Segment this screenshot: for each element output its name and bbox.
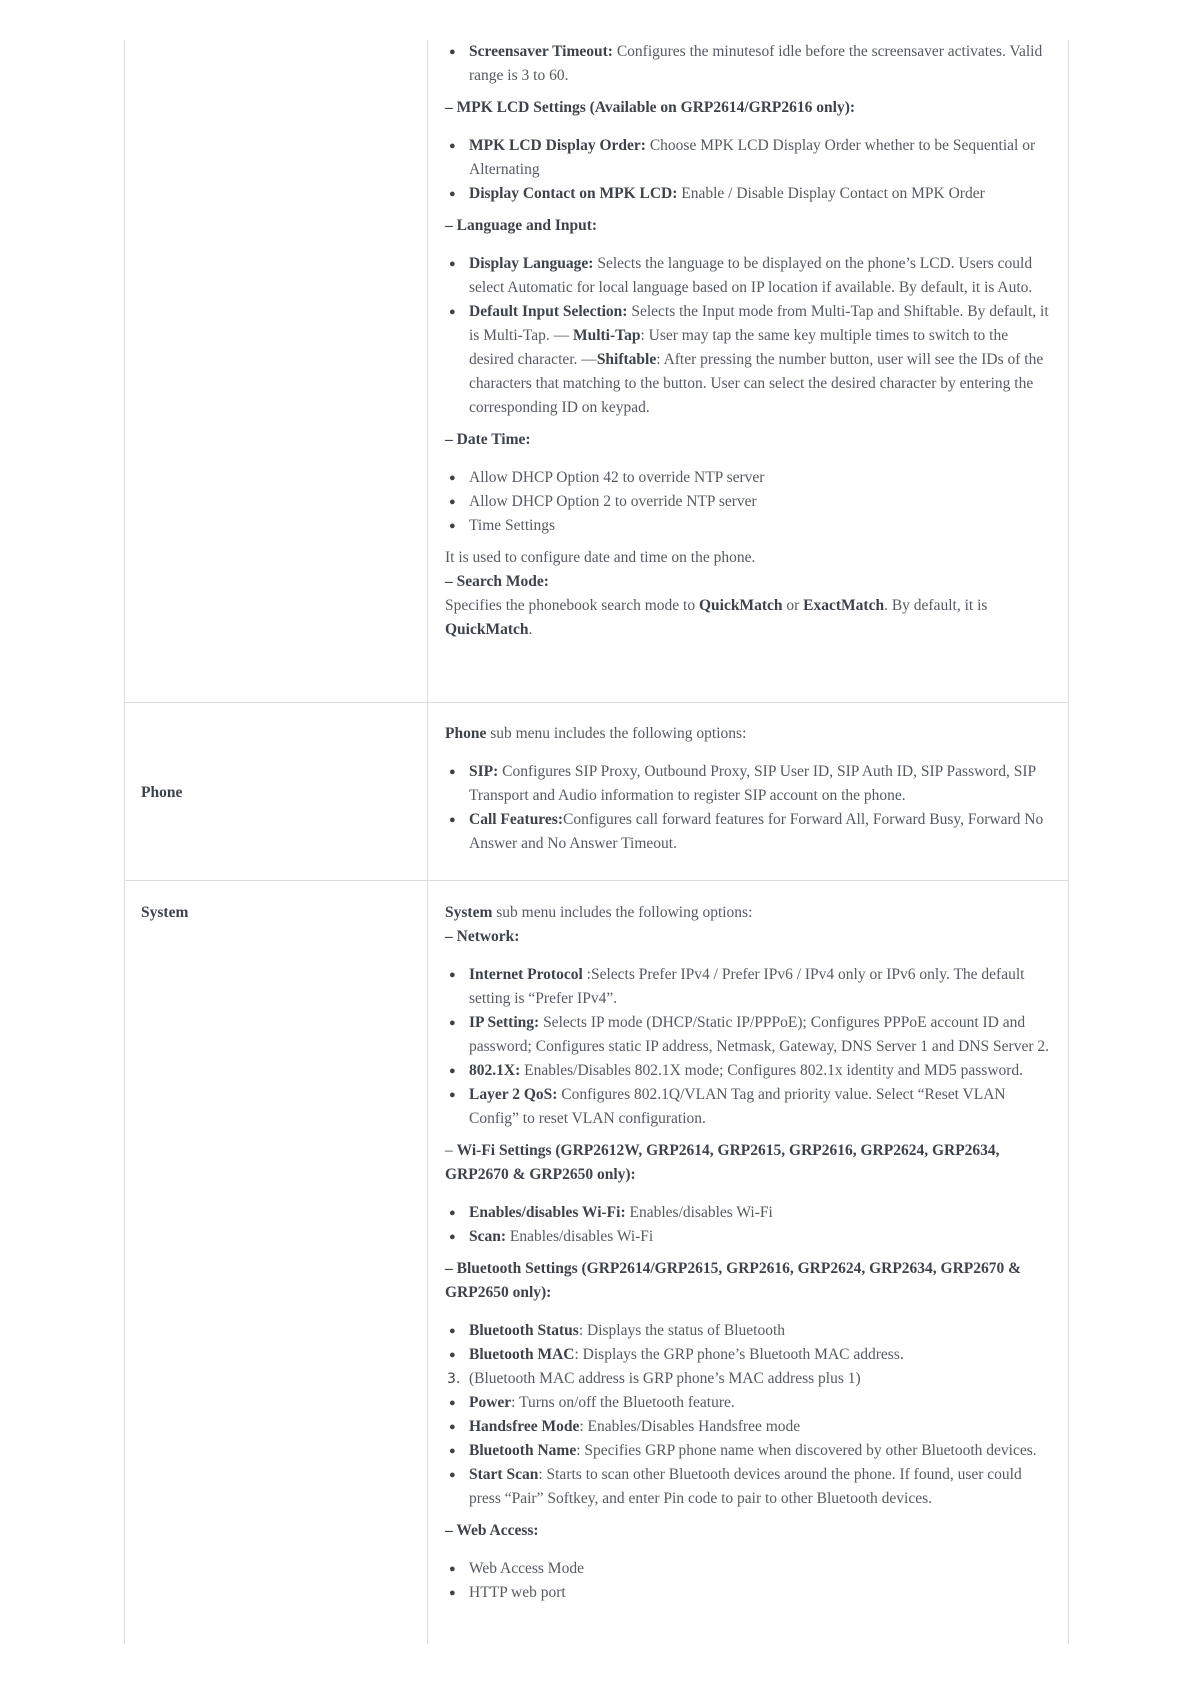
- list-item-wifi-enable: ● Enables/disables Wi-Fi: Enables/disables Wi-Fi: [445, 1201, 1050, 1225]
- list-item-web-mode: ● Web Access Mode: [445, 1557, 1050, 1581]
- list-item-bt-name: ● Bluetooth Name: Specifies GRP phone name when discovered by other Bluetooth devices.: [445, 1439, 1050, 1463]
- list-item-bt-status: ● Bluetooth Status: Displays the status of Bluetooth: [445, 1319, 1050, 1343]
- date-time-heading: – Date Time:: [445, 431, 531, 448]
- list-item-8021x: ● 802.1X: Enables/Disables 802.1X mode; Configures 802.1x identity and MD5 password.: [445, 1059, 1050, 1083]
- list-item-bt-handsfree: ● Handsfree Mode: Enables/Disables Handsfree mode: [445, 1415, 1050, 1439]
- date-note: It is used to configure date and time on the phone.: [445, 549, 756, 566]
- list-item-layer2-qos: ● Layer 2 QoS: Configures 802.1Q/VLAN Tag and priority value. Select “Reset VLAN Config” to reset VLAN configuration.: [445, 1083, 1050, 1131]
- list-item-call-features: ● Call Features:Configures call forward features for Forward All, Forward Busy, Forward No Answer and No Answer Timeout.: [445, 808, 1050, 856]
- phone-cell: [445, 722, 1050, 856]
- list-item-screensaver-timeout: ● Screensaver Timeout: Configures the minutesof idle before the screensaver activates. Valid range is 3 to 60.: [445, 40, 1050, 88]
- table-border-right: [1068, 40, 1069, 1644]
- language-heading: – Language and Input:: [445, 217, 598, 234]
- list-item-ip-setting: ● IP Setting: Selects IP mode (DHCP/Static IP/PPPoE); Configures PPPoE account ID and password; Configures static IP address, Netmask, Gateway, DNS Server 1 and DNS Server 2.: [445, 1011, 1050, 1059]
- list-item-default-input: ● Default Input Selection: Selects the Input mode from Multi-Tap and Shiftable. By default, it is Multi-Tap. — Multi-Tap: User may tap the same key multiple times to switch to the desired character. —Shiftable: After pressing the number button, user will see the IDs of the characters that matching to the button. User can select the desired character by entering the corresponding ID on keypad.: [445, 300, 1050, 420]
- list-item-bt-mac-note: 3. (Bluetooth MAC address is GRP phone’s MAC address plus 1): [445, 1367, 1050, 1391]
- list-item-http-port: ● HTTP web port: [445, 1581, 1050, 1605]
- mpk-heading: – MPK LCD Settings (Available on GRP2614/GRP2616 only):: [445, 99, 856, 116]
- list-item-bt-scan: ● Start Scan: Starts to scan other Bluetooth devices around the phone. If found, user could press “Pair” Softkey, and enter Pin code to pair to other Bluetooth devices.: [445, 1463, 1050, 1511]
- table-column-divider: [427, 40, 428, 1644]
- phone-intro: Phone sub menu includes the following options:: [445, 725, 747, 742]
- list-item-bt-power: ● Power: Turns on/off the Bluetooth feature.: [445, 1391, 1050, 1415]
- system-cell: [445, 901, 1050, 1605]
- row-label-phone: Phone: [141, 784, 183, 801]
- list-item-internet-protocol: ● Internet Protocol :Selects Prefer IPv4 / Prefer IPv6 / IPv4 only or IPv6 only. The default setting is “Prefer IPv4”.: [445, 963, 1050, 1011]
- row-divider-display-phone: [124, 702, 1069, 703]
- list-item-sip: ● SIP: Configures SIP Proxy, Outbound Proxy, SIP User ID, SIP Auth ID, SIP Password, SIP Transport and Audio information to register SIP account on the phone.: [445, 760, 1050, 808]
- list-item-display-language: ● Display Language: Selects the language to be displayed on the phone’s LCD. Users could select Automatic for local language based on IP location if available. By default, it is Auto.: [445, 252, 1050, 300]
- list-item-mpk-contact: ● Display Contact on MPK LCD: Enable / Disable Display Contact on MPK Order: [445, 182, 1050, 206]
- row-label-system: System: [141, 904, 189, 921]
- list-item-date-3: ● Time Settings: [445, 514, 1050, 538]
- bluetooth-heading: – Bluetooth Settings (GRP2614/GRP2615, GRP2616, GRP2624, GRP2634, GRP2670 & GRP2650 only):: [445, 1260, 1022, 1301]
- list-item-wifi-scan: ● Scan: Enables/disables Wi-Fi: [445, 1225, 1050, 1249]
- list-item-bt-mac: ● Bluetooth MAC: Displays the GRP phone’s Bluetooth MAC address.: [445, 1343, 1050, 1367]
- list-item-date-1: ● Allow DHCP Option 42 to override NTP server: [445, 466, 1050, 490]
- search-mode-heading: – Search Mode:: [445, 573, 549, 590]
- list-item-mpk-order: ● MPK LCD Display Order: Choose MPK LCD Display Order whether to be Sequential or Alternating: [445, 134, 1050, 182]
- row-divider-phone-system: [124, 880, 1069, 881]
- wifi-heading: – Wi-Fi Settings (GRP2612W, GRP2614, GRP2615, GRP2616, GRP2624, GRP2634, GRP2670 & GRP2650 only):: [445, 1142, 1000, 1183]
- table-border-left: [124, 40, 125, 1644]
- system-intro: System sub menu includes the following options:: [445, 904, 753, 921]
- search-mode-text: Specifies the phonebook search mode to QuickMatch or ExactMatch. By default, it is QuickMatch.: [445, 597, 988, 638]
- network-heading: – Network:: [445, 928, 520, 945]
- list-item-date-2: ● Allow DHCP Option 2 to override NTP server: [445, 490, 1050, 514]
- display-cell: [445, 40, 1050, 642]
- web-access-heading: – Web Access:: [445, 1522, 539, 1539]
